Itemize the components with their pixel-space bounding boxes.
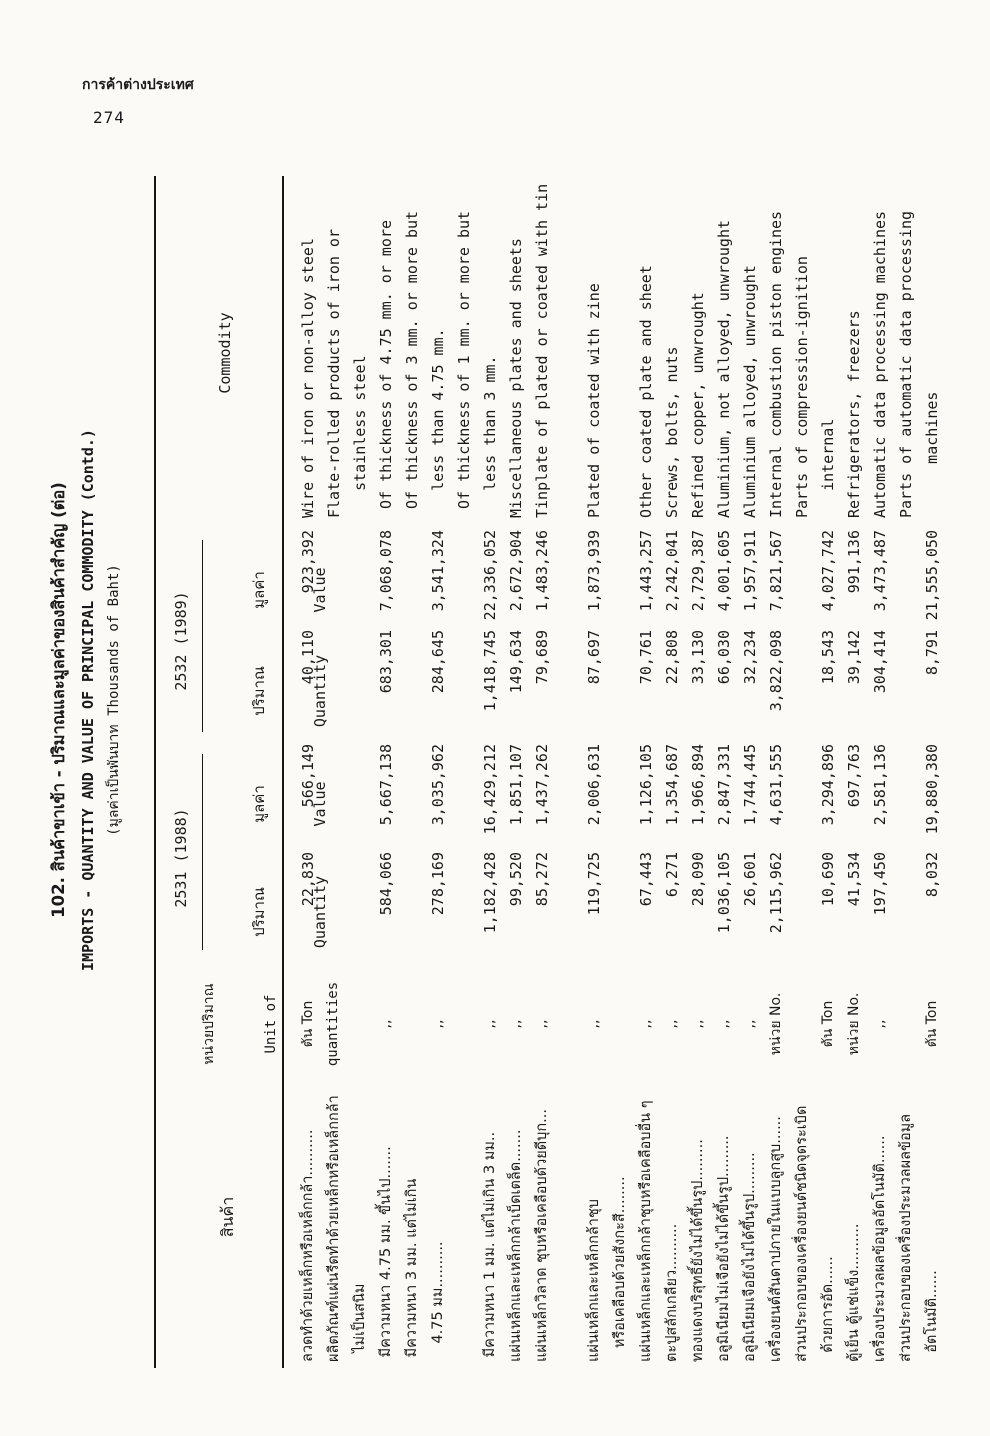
commodity-thai-cell: ทองแดงบริสุทธิ์ยังไม่ได้ขึ้นรูป......... [690, 1139, 706, 1362]
unit-cell: ,, [690, 1019, 706, 1029]
table-row [504, 158, 530, 1420]
table-unit-note: (มูลค่าเป็นพันบาท Thousands of Baht) [106, 564, 122, 836]
commodity-eng-cell: less than 3 mm. [481, 355, 499, 518]
quantity-1988-cell: 28,090 [689, 852, 707, 907]
table-row [322, 158, 348, 1420]
quantity-1989-cell: 284,645 [429, 630, 447, 694]
value-1988-cell: 5,667,138 [377, 744, 395, 826]
value-1989-cell: 1,957,911 [741, 530, 759, 612]
commodity-thai-cell: ไม่เป็นสนิม [352, 1283, 368, 1362]
quantity-1989-cell: 66,030 [715, 630, 733, 685]
quantity-1989-cell: 40,110 [299, 630, 317, 685]
quantity-1988-thai: ปริมาณ [250, 887, 268, 937]
quantity-1989-cell: 8,791 [923, 630, 941, 676]
quantity-1989-cell: 18,543 [819, 630, 837, 685]
value-1989-cell: 3,473,487 [871, 530, 889, 612]
year-group-1989-rule [202, 540, 203, 732]
header-bottom-rule [282, 176, 284, 1368]
quantity-1988-cell: 85,272 [533, 852, 551, 907]
commodity-thai-cell: ผลิตภัณฑ์แผ่นรีดทำด้วยเหล็กหรือเหล็กกล้า [326, 1095, 342, 1362]
table-row [478, 158, 504, 1420]
value-1989-thai: มูลค่า [250, 571, 268, 609]
table-row [894, 158, 920, 1420]
quantity-1989-cell: 22,808 [663, 630, 681, 685]
commodity-eng-cell: Refrigerators, freezers [845, 310, 863, 518]
quantity-1989-eng: Quantity [311, 654, 329, 728]
unit-cell: ,, [430, 1019, 446, 1029]
table-row [738, 158, 764, 1420]
value-1989-cell: 1,443,257 [637, 530, 655, 612]
value-1989-cell: 991,136 [845, 530, 863, 594]
value-1988-cell: 2,581,136 [871, 744, 889, 826]
commodity-thai-cell: เครื่องประมวลผลข้อมูลอัตโนมัติ...... [872, 1135, 888, 1362]
value-1988-cell: 16,429,212 [481, 744, 499, 835]
commodity-eng-cell: Flate-rolled products of iron or [325, 229, 343, 518]
value-1988-cell: 1,966,894 [689, 744, 707, 826]
quantity-1989-thai: ปริมาณ [250, 666, 268, 716]
quantity-1988-cell: 99,520 [507, 852, 525, 907]
quantity-1988-cell: 1,182,428 [481, 852, 499, 934]
commodity-thai-cell: แผ่นเหล็กและเหล็กกล้าชุบหรือเคลือบอื่น ๆ [638, 1100, 654, 1362]
commodity-eng-cell: Miscellaneous plates and sheets [507, 238, 525, 518]
unit-cell: ,, [378, 1019, 394, 1029]
unit-cell: ,, [508, 1019, 524, 1029]
unit-cell: ,, [586, 1019, 602, 1029]
page-number: 274 [93, 108, 125, 127]
commodity-thai-cell: ตู้เย็น ตู้แช่แข็ง.......... [846, 1223, 862, 1362]
value-1989-cell: 2,729,387 [689, 530, 707, 612]
value-1989-cell: 22,336,052 [481, 530, 499, 621]
commodity-eng-cell: internal [819, 418, 837, 518]
value-1989-cell: 2,242,041 [663, 530, 681, 612]
quantity-1988-cell: 119,725 [585, 852, 603, 916]
value-1988-cell: 2,847,331 [715, 744, 733, 826]
quantity-1988-cell: 41,534 [845, 852, 863, 907]
commodity-eng-cell: Of thickness of 4.75 mm. or more [377, 219, 395, 518]
commodity-eng-cell: Other coated plate and sheet [637, 265, 655, 518]
commodity-eng-cell: Parts of automatic data processing [897, 210, 915, 518]
commodity-thai-cell: ด้วยการอัด...... [820, 1256, 836, 1362]
table-title-thai: 102. สินค้าขาเข้า - ปริมาณและมูลค่าของสินค้าสำคัญ (ต่อ) [49, 482, 68, 918]
rotated-table-canvas [34, 158, 956, 1420]
quantity-1989-cell: 39,142 [845, 630, 863, 685]
table-row [556, 158, 582, 1420]
commodity-thai-cell: ส่วนประกอบของเครื่องประมวลผลข้อมูล [898, 1113, 914, 1362]
value-1988-cell: 697,763 [845, 744, 863, 808]
value-1988-cell: 19,880,380 [923, 744, 941, 835]
unit-header-line-thai: หน่วยปริมาณ [201, 983, 217, 1065]
value-1988-cell: 3,294,896 [819, 744, 837, 826]
quantity-1988-cell: 278,169 [429, 852, 447, 916]
table-row [816, 158, 842, 1420]
commodity-thai-cell: เครื่องยนต์สันดาปภายในแบบลูกสูบ...... [768, 1116, 784, 1362]
commodity-thai-cell: 4.75 มม.......... [430, 1241, 446, 1362]
commodity-thai-cell: แผ่นเหล็กและเหล็กกล้าเบ็ดเตล็ด....... [508, 1129, 524, 1362]
commodity-eng-cell: Aluminium alloyed, unwrought [741, 265, 759, 518]
commodity-eng-cell: Wire of iron or non-alloy steel [299, 238, 317, 518]
commodity-eng-cell: stainless steel [351, 355, 369, 518]
quantity-1988-cell: 6,271 [663, 852, 681, 898]
quantity-1989-cell: 32,234 [741, 630, 759, 685]
commodity-thai-cell: ลวดทำด้วยเหล็กหรือเหล็กกล้า.......... [300, 1129, 316, 1362]
table-row [608, 158, 634, 1420]
quantity-1988-cell: 8,032 [923, 852, 941, 898]
table-row [790, 158, 816, 1420]
table-row [452, 158, 478, 1420]
quantity-1989-cell: 70,761 [637, 630, 655, 685]
column-header-commodity-eng: Commodity [216, 312, 234, 394]
year-group-1988-rule [202, 754, 203, 950]
quantity-1989-cell: 149,634 [507, 630, 525, 694]
table-row [712, 158, 738, 1420]
quantity-1989-cell: 79,689 [533, 630, 551, 685]
quantity-1988-cell: 67,443 [637, 852, 655, 907]
unit-header-line-1: Unit of [263, 994, 279, 1054]
value-1988-cell: 2,006,631 [585, 744, 603, 826]
commodity-eng-cell: Of thickness of 1 mm. or more but [455, 210, 473, 518]
commodity-eng-cell: Plated of coated with zine [585, 283, 603, 518]
unit-cell: ตัน Ton [300, 1000, 316, 1048]
quantity-1988-cell: 1,036,105 [715, 852, 733, 934]
value-1989-cell: 4,001,605 [715, 530, 733, 612]
value-1989-cell: 21,555,050 [923, 530, 941, 621]
commodity-thai-cell: มีความหนา 4.75 มม. ขึ้นไป....... [378, 1146, 394, 1362]
value-1989-cell: 3,541,324 [429, 530, 447, 612]
quantity-1988-cell: 22,830 [299, 852, 317, 907]
commodity-thai-cell: หรือเคลือบด้วยสังกะสี........ [612, 1176, 628, 1362]
commodity-eng-cell: machines [923, 391, 941, 518]
table-row [530, 158, 556, 1420]
value-1989-eng: Value [311, 567, 329, 613]
table-row [582, 158, 608, 1420]
quantity-1988-eng: Quantity [311, 875, 329, 949]
value-1989-cell: 1,483,246 [533, 530, 551, 612]
commodity-eng-cell: Screws, bolts, nuts [663, 346, 681, 518]
commodity-eng-cell: less than 4.75 mm. [429, 328, 447, 518]
value-1989-cell: 7,821,567 [767, 530, 785, 612]
quantity-1988-cell: 2,115,962 [767, 852, 785, 934]
commodity-eng-cell: Aluminium, not alloyed, unwrought [715, 219, 733, 518]
unit-cell: ,, [664, 1019, 680, 1029]
commodity-thai-cell: อลูมิเนียมเจือยังไม่ได้ขึ้นรูป......... [742, 1152, 758, 1362]
value-1988-eng: Value [311, 781, 329, 827]
unit-cell: ,, [872, 1019, 888, 1029]
unit-header-line-2: quantities [325, 981, 341, 1067]
value-1988-cell: 1,126,105 [637, 744, 655, 826]
table-row [634, 158, 660, 1420]
quantity-1989-cell: 683,301 [377, 630, 395, 694]
quantity-1988-cell: 10,690 [819, 852, 837, 907]
value-1989-cell: 923,392 [299, 530, 317, 594]
value-1988-cell: 1,851,107 [507, 744, 525, 826]
value-1988-cell: 3,035,962 [429, 744, 447, 826]
unit-cell: ตัน Ton [820, 1000, 836, 1048]
value-1988-cell: 1,437,262 [533, 744, 551, 826]
commodity-thai-cell: ส่วนประกอบของเครื่องยนต์ชนิดจุดระเบิด [794, 1105, 810, 1362]
unit-cell: ,, [534, 1019, 550, 1029]
year-group-1988-label: 2531 (1988) [172, 808, 190, 908]
quantity-1989-cell: 33,130 [689, 630, 707, 685]
commodity-eng-cell: Of thickness of 3 mm. or more but [403, 210, 421, 518]
quantity-1989-cell: 87,697 [585, 630, 603, 685]
value-1988-thai: มูลค่า [250, 785, 268, 823]
table-row [374, 158, 400, 1420]
commodity-eng-cell: Refined copper, unwrought [689, 292, 707, 518]
unit-cell: ,, [638, 1019, 654, 1029]
year-group-1989-label: 2532 (1989) [172, 591, 190, 691]
table-row [426, 158, 452, 1420]
table-row [348, 158, 374, 1420]
table-row [296, 158, 322, 1420]
commodity-thai-cell: อลูมิเนียมไม่เจือยังไม่ได้ขึ้นรูป......... [716, 1135, 732, 1362]
table-body [296, 158, 946, 1420]
value-1989-cell: 7,068,078 [377, 530, 395, 612]
unit-cell: หน่วย No. [846, 992, 862, 1056]
commodity-thai-cell: อัตโนมัติ...... [924, 1270, 940, 1362]
quantity-1988-cell: 584,066 [377, 852, 395, 916]
value-1989-cell: 2,672,904 [507, 530, 525, 612]
commodity-thai-cell: แผ่นเหล็กวิลาด ชุบหรือเคลือบด้วยดีบุก... [534, 1109, 550, 1362]
value-1989-cell: 1,873,939 [585, 530, 603, 612]
commodity-thai-cell: แผ่นเหล็กและเหล็กกล้าชุบ [586, 1199, 602, 1362]
quantity-1989-cell: 3,822,098 [767, 630, 785, 712]
table-row [660, 158, 686, 1420]
commodity-eng-cell: Parts of compression-ignition [793, 256, 811, 518]
table-row [842, 158, 868, 1420]
value-1988-cell: 566,149 [299, 744, 317, 808]
commodity-thai-cell: ตะปูสลักเกลียว.......... [664, 1223, 680, 1362]
table-row [764, 158, 790, 1420]
quantity-1988-cell: 26,601 [741, 852, 759, 907]
unit-cell: ,, [716, 1019, 732, 1029]
commodity-thai-cell: มีความหนา 1 มม. แต่ไม่เกิน 3 มม.. [482, 1131, 498, 1362]
column-header-commodity-thai: สินค้า [218, 1196, 237, 1238]
value-1989-cell: 4,027,742 [819, 530, 837, 612]
quantity-1989-cell: 304,414 [871, 630, 889, 694]
table-row [400, 158, 426, 1420]
commodity-eng-cell: Tinplate of plated or coated with tin [533, 183, 551, 518]
quantity-1988-cell: 197,450 [871, 852, 889, 916]
unit-cell: ตัน Ton [924, 1000, 940, 1048]
table-row [868, 158, 894, 1420]
value-1988-cell: 1,744,445 [741, 744, 759, 826]
table-title-block [46, 110, 125, 1290]
quantity-1989-cell: 1,418,745 [481, 630, 499, 712]
running-head: การค้าต่างประเทศ [82, 77, 194, 93]
table-title-english: IMPORTS - QUANTITY AND VALUE OF PRINCIPAL COMMODITY (Contd.) [79, 429, 97, 971]
value-1988-cell: 4,631,555 [767, 744, 785, 826]
commodity-eng-cell: Internal combustion piston engines [767, 210, 785, 518]
unit-cell: ,, [742, 1019, 758, 1029]
commodity-thai-cell: มีความหนา 3 มม. แต่ไม่เกิน [404, 1178, 420, 1362]
unit-cell: ,, [482, 1019, 498, 1029]
table-top-rule [154, 176, 156, 1368]
unit-cell: หน่วย No. [768, 992, 784, 1056]
value-1988-cell: 1,354,687 [663, 744, 681, 826]
commodity-eng-cell: Automatic data processing machines [871, 210, 889, 518]
table-row [686, 158, 712, 1420]
table-row [920, 158, 946, 1420]
